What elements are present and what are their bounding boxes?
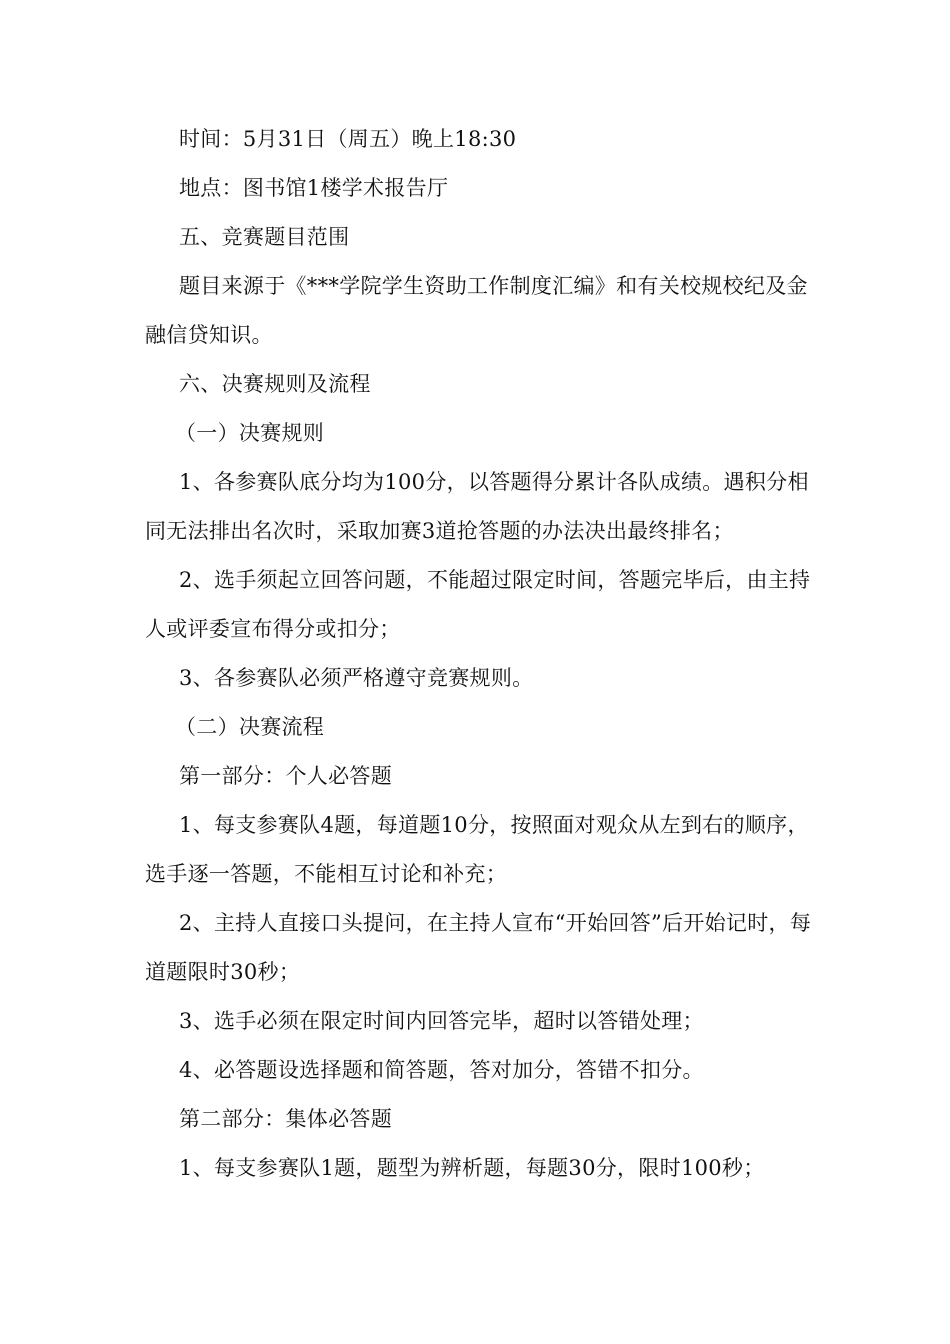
part-one-item-3: 3、选手必须在限定时间内回答完毕，超时以答错处理； — [179, 1009, 704, 1033]
paragraph-location: 地点：图书馆1楼学术报告厅 — [179, 176, 449, 200]
document-body — [145, 115, 813, 1193]
rule-item-2: 2、选手须起立回答问题，不能超过限定时间，答题完毕后，由主持人或评委宣布得分或扣分； — [145, 568, 811, 641]
part-two-item-1: 1、每支参赛队1题，题型为辨析题，每题30分，限时100秒； — [179, 1156, 765, 1180]
paragraph-question-source: 题目来源于《***学院学生资助工作制度汇编》和有关校规校纪及金融信贷知识。 — [145, 274, 808, 347]
section-part-one: 第一部分：个人必答题 — [179, 764, 392, 788]
part-one-item-1: 1、每支参赛队4题，每道题10分，按照面对观众从左到右的顺序，选手逐一答题，不能相互讨论和补充； — [145, 813, 809, 886]
rule-item-3: 3、各参赛队必须严格遵守竞赛规则。 — [179, 666, 534, 690]
paragraph-time: 时间：5月31日（周五）晚上18:30 — [179, 127, 517, 151]
subheading-final-process: （二）决赛流程 — [175, 715, 325, 739]
subheading-final-rules: （一）决赛规则 — [175, 421, 325, 445]
part-one-item-4: 4、必答题设选择题和简答题，答对加分，答错不扣分。 — [179, 1058, 704, 1082]
rule-item-1: 1、各参赛队底分均为100分，以答题得分累计各队成绩。遇积分相同无法排出名次时，采取加赛3道抢答题的办法决出最终排名； — [145, 470, 809, 543]
part-one-item-2: 2、主持人直接口头提问，在主持人宣布“开始回答”后开始记时，每道题限时30秒； — [145, 911, 812, 984]
section-part-two: 第二部分：集体必答题 — [179, 1107, 392, 1131]
heading-final-rules-process: 六、决赛规则及流程 — [179, 372, 371, 396]
heading-question-scope: 五、竞赛题目范围 — [179, 225, 350, 249]
